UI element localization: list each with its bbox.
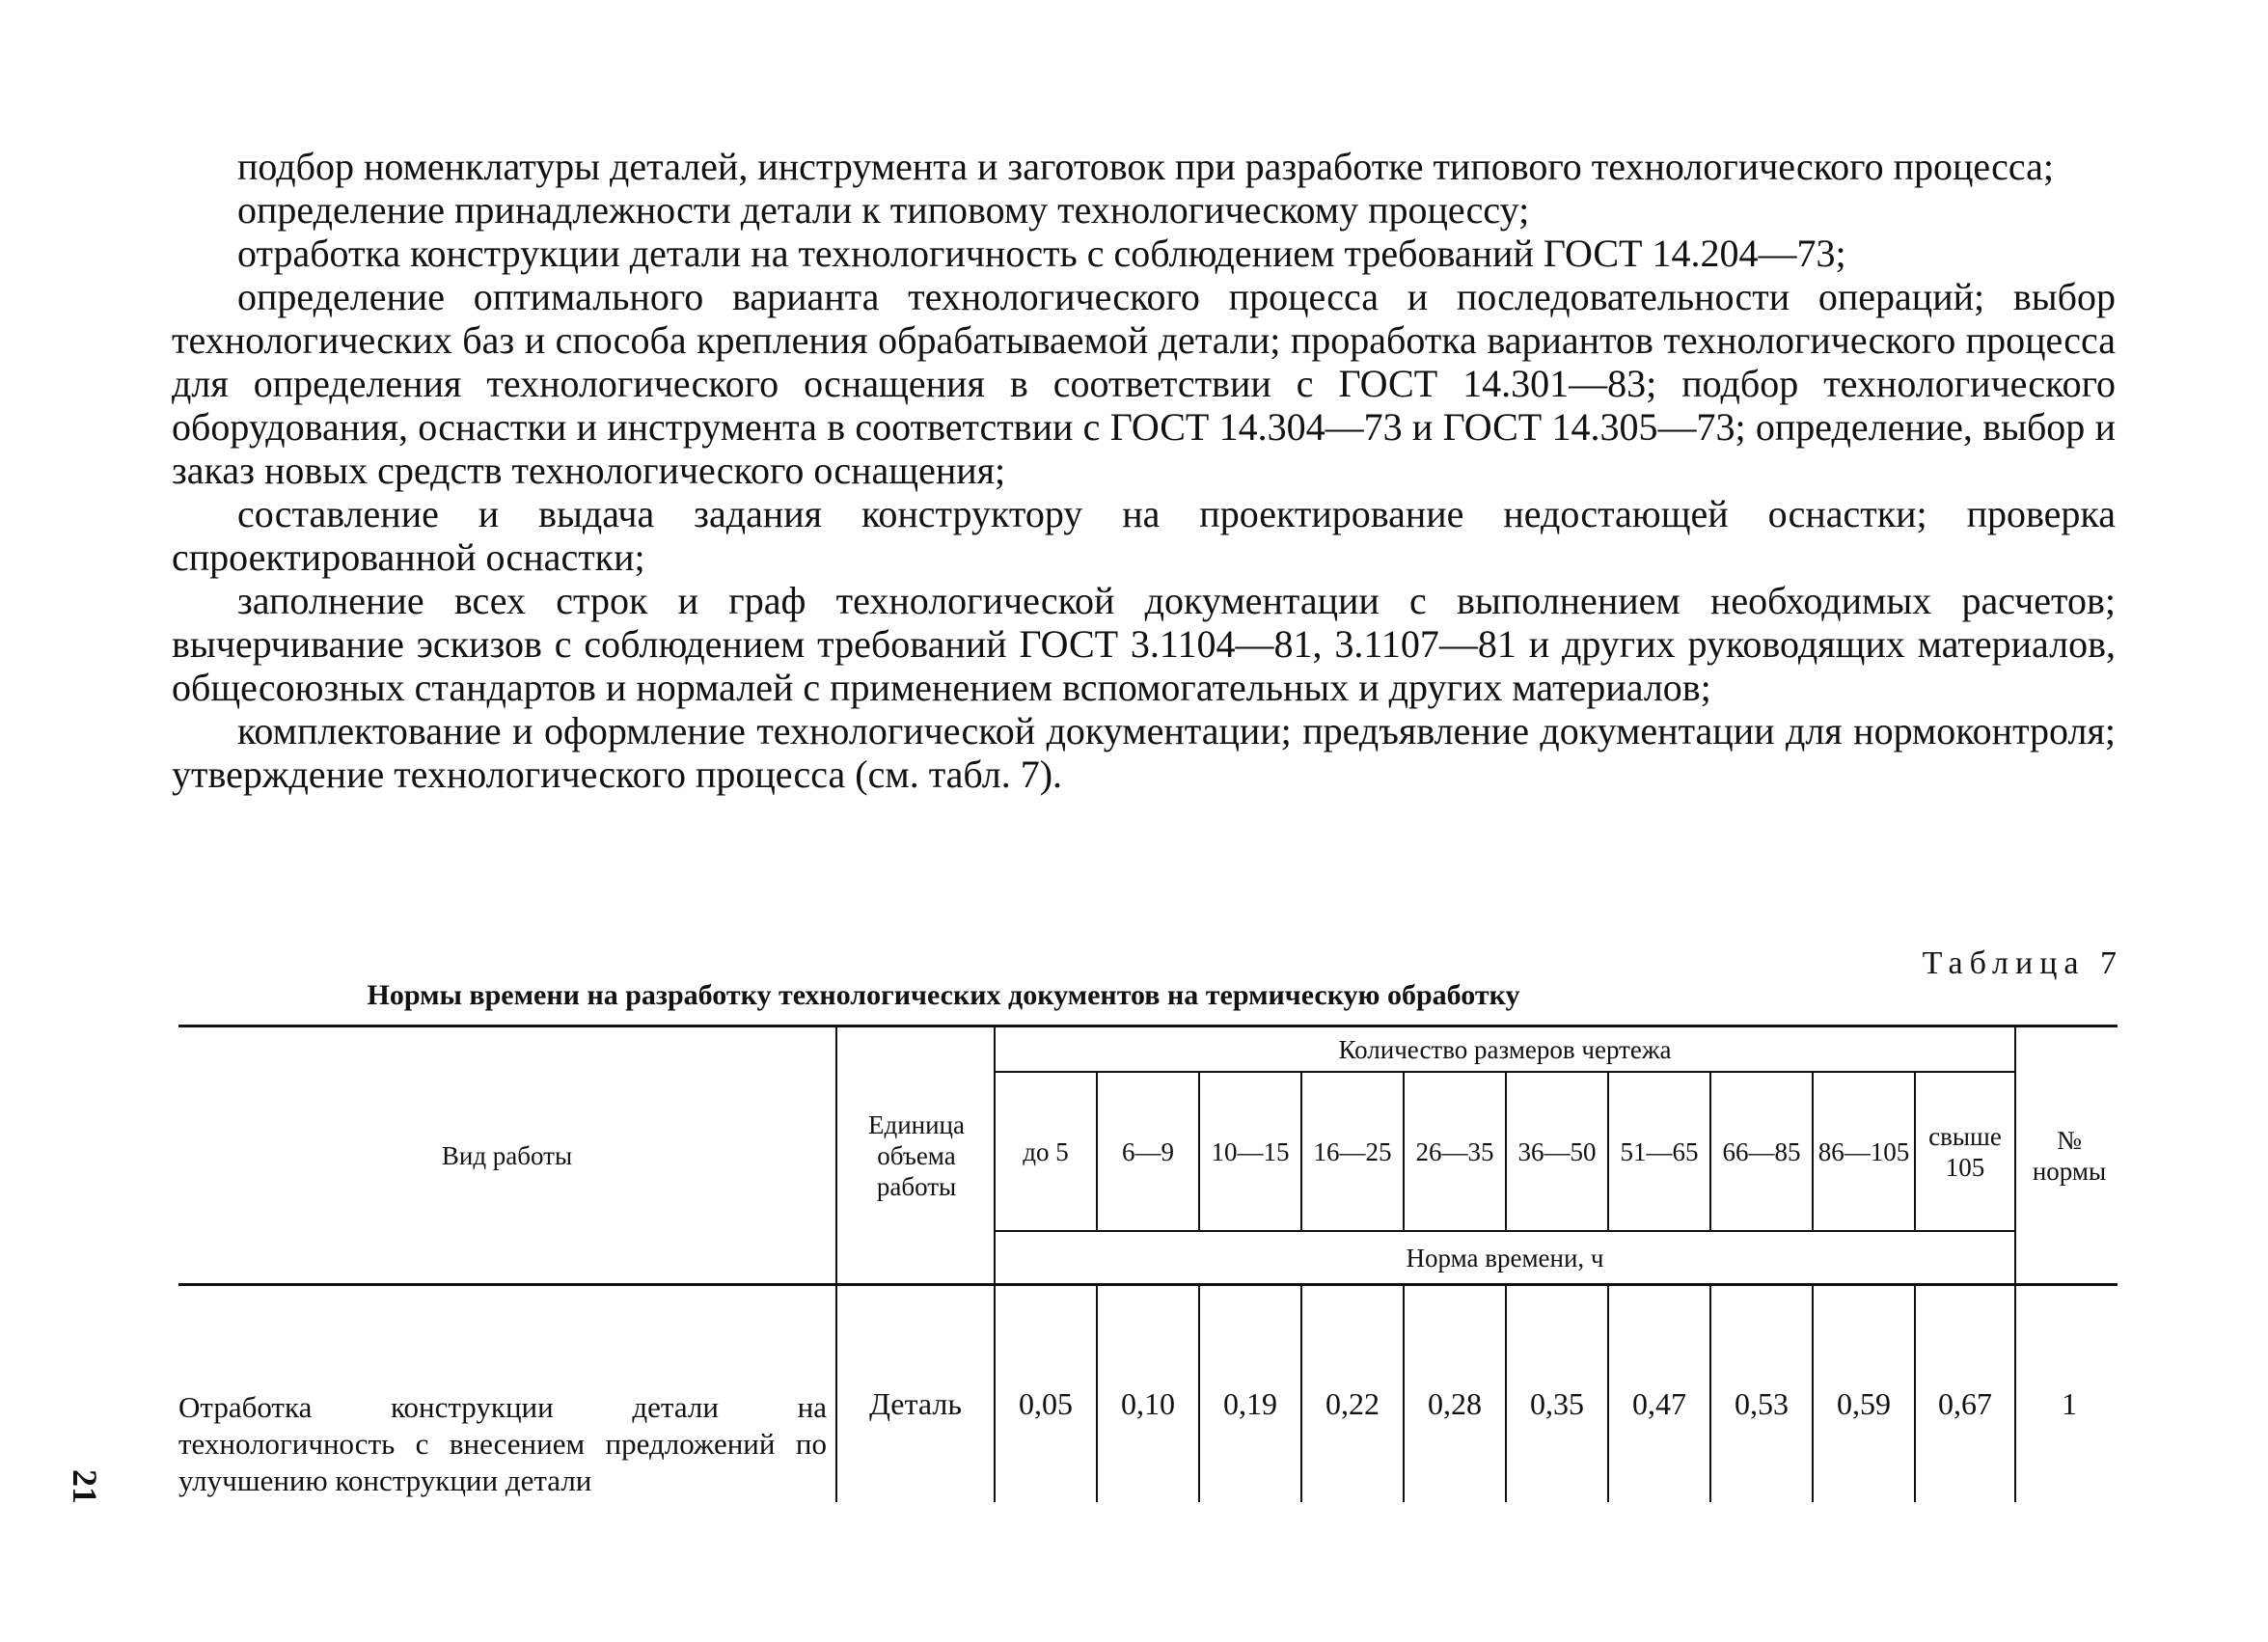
header-bottom-rule xyxy=(178,1283,2118,1286)
row-value: 0,53 xyxy=(1735,1385,1789,1421)
row-value: 0,19 xyxy=(1223,1385,1277,1421)
col-divider xyxy=(835,1025,837,1502)
row-value: 0,28 xyxy=(1428,1385,1482,1421)
header-range: 26—35 xyxy=(1415,1136,1494,1166)
col-divider xyxy=(2014,1025,2016,1502)
header-range: 66—85 xyxy=(1722,1136,1801,1166)
body-text xyxy=(172,145,2116,796)
header-norm-time: Норма времени, ч xyxy=(1406,1243,1604,1273)
paragraph: составление и выдача задания конструктору на проектирование недостающей оснастки; проверка спроектированной оснастки; xyxy=(172,492,2116,579)
header-range: 6—9 xyxy=(1122,1136,1174,1166)
header-range: 16—25 xyxy=(1313,1136,1392,1166)
paragraph: комплектование и оформление технологической документации; предъявление документации для нормоконтроля; утверждение технологического процесса (см. табл. 7). xyxy=(172,709,2116,796)
table-title: Нормы времени на разработку технологических документов на термическую обработку xyxy=(367,979,1520,1011)
row-value: 0,67 xyxy=(1938,1385,1992,1421)
header-range: 10—15 xyxy=(1211,1136,1290,1166)
header-unit: Единица объема работы xyxy=(867,1109,965,1201)
header-norm-number: № нормы xyxy=(2032,1125,2107,1186)
header-work: Вид работы xyxy=(441,1140,573,1170)
paragraph: определение принадлежности детали к типовому технологическому процессу; xyxy=(237,188,1530,232)
header-range: 51—65 xyxy=(1620,1136,1699,1166)
row-value: 0,47 xyxy=(1632,1385,1686,1421)
row-norm-number: 1 xyxy=(2062,1385,2077,1421)
paragraph: определение оптимального варианта технологического процесса и последовательности операций; выбор технологических баз и способа крепления обрабатываемой детали; проработка вариантов технологического процесса для определения технологического оснащения в соответствии с ГОСТ 14.301—83; подбор технологического оборудования, оснастки и инструмента в соответствии с ГОСТ 14.304—73 и ГОСТ 14.305—73; определение, выбор и заказ новых средств технологического оснащения; xyxy=(172,275,2116,492)
row-value: 0,10 xyxy=(1121,1385,1175,1421)
row-value: 0,22 xyxy=(1325,1385,1380,1421)
header-size-count: Количество размеров чертежа xyxy=(1338,1034,1672,1064)
header-range: свыше 105 xyxy=(1928,1121,2002,1182)
row-unit: Деталь xyxy=(869,1385,962,1421)
header-range: 86—105 xyxy=(1817,1136,1910,1166)
row-value: 0,35 xyxy=(1530,1385,1584,1421)
paragraph: заполнение всех строк и граф технологической документации с выполнением необходимых расчетов; вычерчивание эскизов с соблюдением требований ГОСТ 3.1104—81, 3.1107—81 и других руководящих материалов, общесоюзных стандартов и нормалей с применением вспомогательных и других материалов; xyxy=(172,579,2116,709)
row-value: 0,05 xyxy=(1019,1385,1073,1421)
row-work: Отработка конструкции детали на технологичность с внесением предложений по улучшению конструкции детали xyxy=(178,1390,827,1497)
table-label: Таблица 7 xyxy=(1922,945,2123,981)
paragraph: отработка конструкции детали на технологичность с соблюдением требований ГОСТ 14.204—73; xyxy=(237,232,1846,275)
paragraph: подбор номенклатуры деталей, инструмента и заготовок при разработке типового технологического процесса; xyxy=(237,145,2054,188)
header-range: до 5 xyxy=(1023,1136,1069,1166)
page-number: 21 xyxy=(66,1469,104,1504)
row-value: 0,59 xyxy=(1837,1385,1891,1421)
header-range: 36—50 xyxy=(1517,1136,1597,1166)
